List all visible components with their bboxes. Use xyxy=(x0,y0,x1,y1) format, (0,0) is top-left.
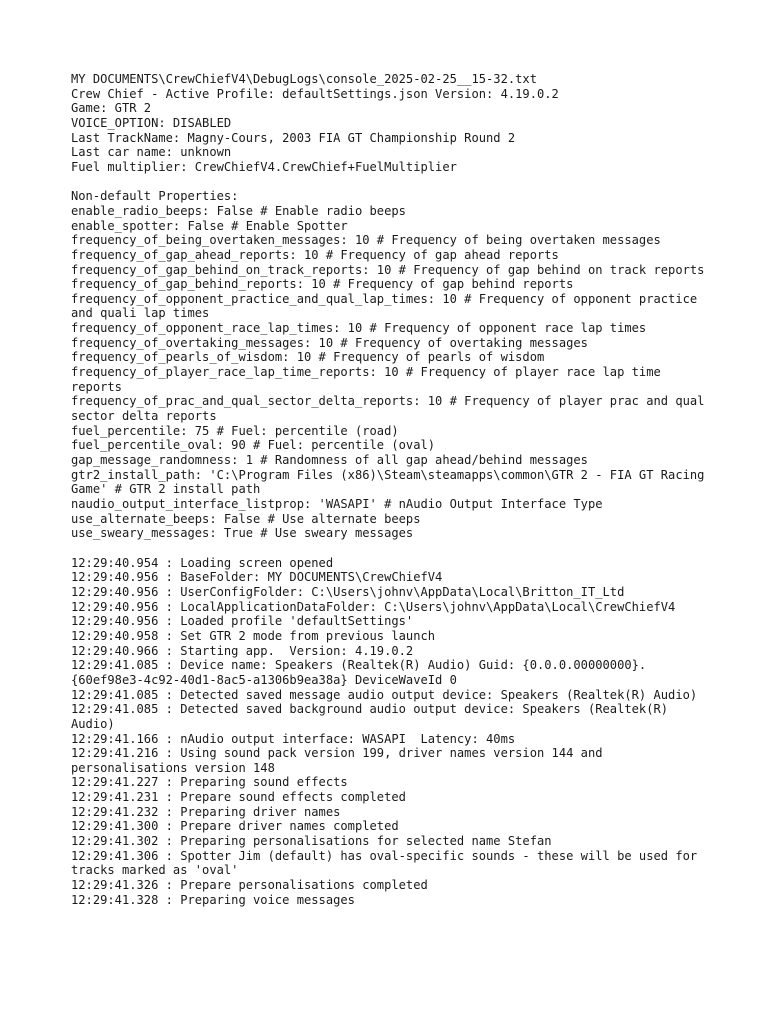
property-line: fuel_percentile: 75 # Fuel: percentile (road) xyxy=(71,423,399,438)
property-line: enable_spotter: False # Enable Spotter xyxy=(71,218,348,233)
log-line: 12:29:40.956 : Loaded profile 'defaultSettings' xyxy=(71,614,414,629)
property-line: frequency_of_opponent_practice_and_qual_lap_times: 10 # Frequency of opponent practice and quali lap times xyxy=(71,291,705,321)
log-block xyxy=(71,556,711,908)
property-line: use_sweary_messages: True # Use sweary messages xyxy=(71,526,414,541)
property-line: frequency_of_opponent_race_lap_times: 10 # Frequency of opponent race lap times xyxy=(71,321,647,336)
log-line: 12:29:41.300 : Prepare driver names completed xyxy=(71,819,399,834)
properties-title: Non-default Properties: xyxy=(71,189,239,204)
car-name-line: Last car name: unknown xyxy=(71,145,232,160)
property-line: fuel_percentile_oval: 90 # Fuel: percentile (oval) xyxy=(71,438,436,453)
log-line: 12:29:41.216 : Using sound pack version 199, driver names version 144 and personalisations version 148 xyxy=(71,746,610,775)
fuel-multiplier-line: Fuel multiplier: CrewChiefV4.CrewChief+FuelMultiplier xyxy=(71,159,457,174)
log-line: 12:29:41.328 : Preparing voice messages xyxy=(71,892,355,907)
header-block xyxy=(71,72,711,175)
property-line: frequency_of_being_overtaken_messages: 10 # Frequency of being overtaken messages xyxy=(71,233,661,248)
spacer xyxy=(71,175,711,190)
property-line: use_alternate_beeps: False # Use alternate beeps xyxy=(71,511,421,526)
property-line: naudio_output_interface_listprop: 'WASAPI' # nAudio Output Interface Type xyxy=(71,497,603,512)
property-line: gap_message_randomness: 1 # Randomness of all gap ahead/behind messages xyxy=(71,453,588,468)
game-line: Game: GTR 2 xyxy=(71,101,152,116)
property-line: frequency_of_prac_and_qual_sector_delta_reports: 10 # Frequency of player prac and qual sector delta reports xyxy=(71,394,712,424)
log-line: 12:29:41.231 : Prepare sound effects completed xyxy=(71,790,406,805)
log-line: 12:29:40.966 : Starting app. Version: 4.19.0.2 xyxy=(71,643,414,658)
log-line: 12:29:40.954 : Loading screen opened xyxy=(71,555,334,570)
log-line: 12:29:41.302 : Preparing personalisations for selected name Stefan xyxy=(71,834,552,849)
property-line: frequency_of_pearls_of_wisdom: 10 # Frequency of pearls of wisdom xyxy=(71,350,545,365)
property-line: frequency_of_player_race_lap_time_reports: 10 # Frequency of player race lap time reports xyxy=(71,365,669,394)
property-line: enable_radio_beeps: False # Enable radio beeps xyxy=(71,203,406,218)
log-line: 12:29:40.958 : Set GTR 2 mode from previous launch xyxy=(71,628,436,643)
property-line: frequency_of_gap_behind_on_track_reports: 10 # Frequency of gap behind on track reports xyxy=(71,262,705,277)
log-line: 12:29:40.956 : BaseFolder: MY DOCUMENTS\CrewChiefV4 xyxy=(71,570,443,585)
property-line: frequency_of_gap_behind_reports: 10 # Frequency of gap behind reports xyxy=(71,277,574,292)
log-line: 12:29:41.227 : Preparing sound effects xyxy=(71,775,348,790)
properties-block xyxy=(71,189,711,541)
log-line: 12:29:41.232 : Preparing driver names xyxy=(71,804,341,819)
log-line: 12:29:40.956 : UserConfigFolder: C:\Users\johnv\AppData\Local\Britton_IT_Ltd xyxy=(71,584,625,599)
log-line: 12:29:40.956 : LocalApplicationDataFolder: C:\Users\johnv\AppData\Local\CrewChiefV4 xyxy=(71,599,676,614)
spacer xyxy=(71,541,711,556)
voice-option-line: VOICE_OPTION: DISABLED xyxy=(71,115,232,130)
log-line: 12:29:41.085 : Device name: Speakers (Realtek(R) Audio) Guid: {0.0.0.00000000}.{60ef98e3-4c92-40d1-8ac5-a1306b9ea38a} DeviceWaveId 0 xyxy=(71,658,647,687)
document-text xyxy=(71,72,711,907)
active-profile-line: Crew Chief - Active Profile: defaultSettings.json Version: 4.19.0.2 xyxy=(71,86,559,101)
property-line: frequency_of_overtaking_messages: 10 # Frequency of overtaking messages xyxy=(71,335,588,350)
log-line: 12:29:41.085 : Detected saved background audio output device: Speakers (Realtek(R) Audio) xyxy=(71,702,676,731)
property-line: gtr2_install_path: 'C:\Program Files (x86)\Steam\steamapps\common\GTR 2 - FIA GT Racing Game' # GTR 2 install path xyxy=(71,467,712,497)
track-name-line: Last TrackName: Magny-Cours, 2003 FIA GT Championship Round 2 xyxy=(71,130,516,145)
log-line: 12:29:41.166 : nAudio output interface: WASAPI Latency: 40ms xyxy=(71,731,516,746)
log-line: 12:29:41.306 : Spotter Jim (default) has oval-specific sounds - these will be used for tracks marked as 'oval' xyxy=(71,848,705,878)
property-line: frequency_of_gap_ahead_reports: 10 # Frequency of gap ahead reports xyxy=(71,247,559,262)
log-line: 12:29:41.085 : Detected saved message audio output device: Speakers (Realtek(R) Audio) xyxy=(71,687,698,702)
file-path-line: MY DOCUMENTS\CrewChiefV4\DebugLogs\console_2025-02-25__15-32.txt xyxy=(71,72,537,86)
log-line: 12:29:41.326 : Prepare personalisations completed xyxy=(71,878,428,893)
